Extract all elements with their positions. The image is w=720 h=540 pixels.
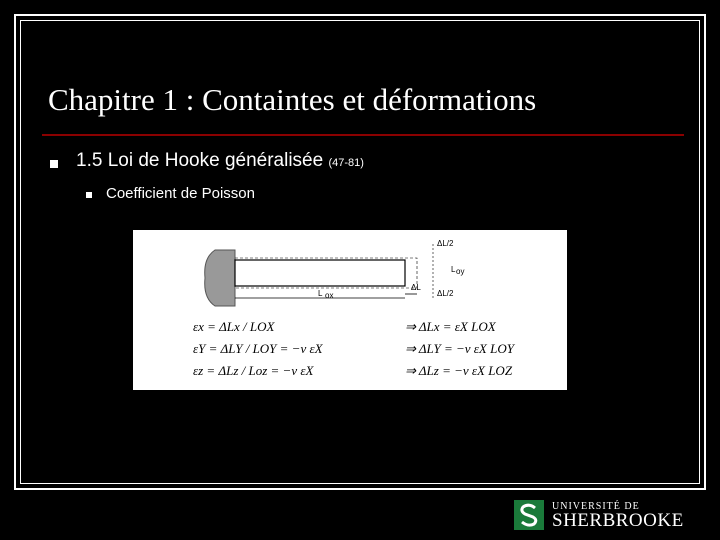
title-divider — [42, 134, 684, 136]
height-sub-label: oy — [456, 267, 465, 276]
half-delta-top-label: ΔL/2 — [437, 239, 454, 248]
equation-left-1: εx = ΔLx / LOX — [193, 319, 275, 334]
poisson-figure — [133, 230, 567, 390]
length-label: L — [318, 289, 323, 298]
equation-left-2: εY = ΔLY / LOY = −ν εX — [193, 341, 323, 356]
sub-bullet-square-icon — [86, 192, 92, 198]
university-logo — [514, 500, 700, 532]
sub-bullet-poisson: Coefficient de Poisson — [106, 185, 255, 202]
page-reference: (47-81) — [328, 157, 364, 169]
delta-label: ΔL — [411, 283, 421, 292]
length-sub-label: ox — [325, 291, 334, 300]
slide-title: Chapitre 1 : Containtes et déformations — [48, 82, 537, 117]
beam-diagram — [133, 230, 567, 390]
logo-line-1: UNIVERSITÉ DE — [552, 501, 640, 512]
equation-right-1: ⇒ ΔLx = εX LOX — [405, 319, 496, 334]
bullet-hooke-text: 1.5 Loi de Hooke généralisée — [76, 150, 324, 171]
half-delta-bottom-label: ΔL/2 — [437, 289, 454, 298]
equation-right-2: ⇒ ΔLY = −ν εX LOY — [405, 341, 514, 356]
sherbrooke-emblem-icon — [514, 500, 544, 530]
equation-right-3: ⇒ ΔLz = −ν εX LOZ — [405, 363, 513, 378]
wall-support-icon — [205, 250, 235, 306]
equation-left-3: εz = ΔLz / Loz = −ν εX — [193, 363, 314, 378]
height-label: L — [451, 265, 456, 274]
logo-line-2: SHERBROOKE — [552, 510, 684, 531]
beam-original — [235, 260, 405, 286]
bullet-square-icon — [50, 160, 58, 168]
bullet-hooke-law — [76, 150, 364, 172]
